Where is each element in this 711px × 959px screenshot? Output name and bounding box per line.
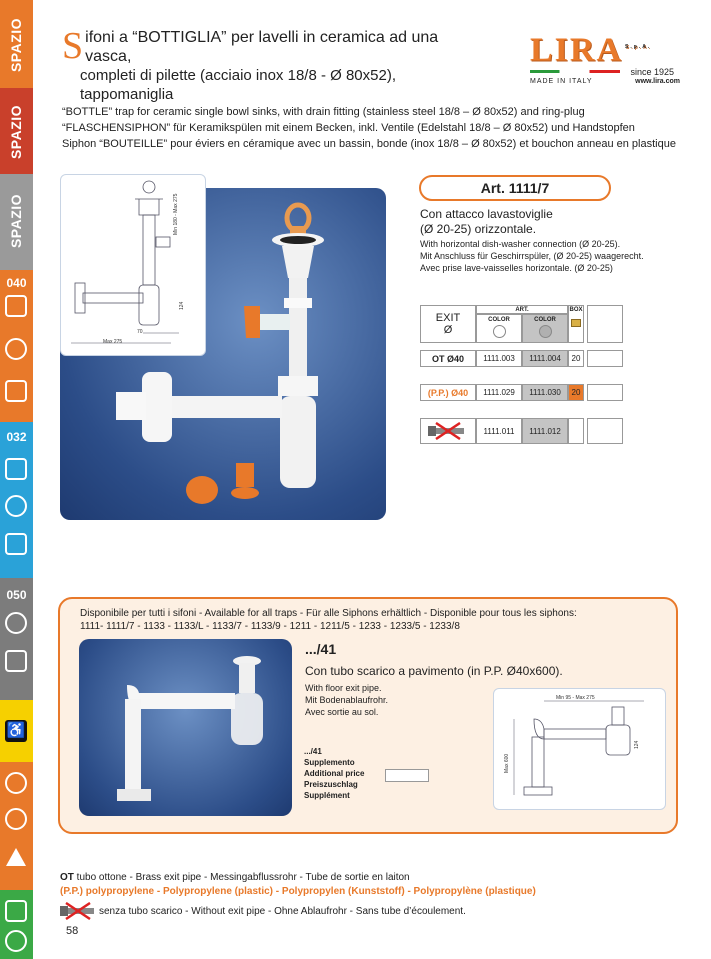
exit-none [420, 418, 476, 444]
code-1111-030[interactable]: 1111.030 [522, 384, 568, 401]
dim-height-range: Min 180 - Max 275 [173, 193, 179, 235]
wheelchair-icon: ♿ [5, 720, 27, 742]
exit-header: EXIT Ø [420, 305, 476, 343]
suffix-41-code: .../41 [305, 641, 337, 657]
technical-drawing-floor-exit [493, 688, 666, 810]
article-desc-de: Mit Anschluss für Geschirrspüler, (Ø 20-25) waagerecht. [420, 251, 644, 261]
trap-dimension-drawing [61, 175, 207, 357]
box-header: BOX [568, 305, 584, 343]
dim-124: 124 [634, 740, 640, 749]
sink-icon [5, 458, 27, 480]
color-header-gray: COLOR [522, 314, 568, 343]
sidebar-number-040[interactable]: 040 [6, 276, 27, 290]
translation-en: “BOTTLE” trap for ceramic single bowl sinks, with drain fitting (stainless steel 18/8 – Ø 80x52) and ring-plug [62, 106, 585, 118]
sidebar-number-032[interactable]: 032 [6, 430, 27, 444]
title-line-2: completi di pilette (acciaio inox 18/8 - Ø 80x52), tappomaniglia [80, 67, 396, 103]
white-swatch-icon [493, 325, 506, 338]
box-qty: 20 [568, 384, 584, 401]
logo-since: since 1925 [630, 67, 674, 77]
no-exit-pipe-icon [428, 422, 468, 440]
title-initial: S [62, 25, 84, 67]
floor-exit-trap-illustration [79, 639, 292, 816]
dim-max-275: Max 275 [103, 339, 123, 345]
fitting-icon [5, 900, 27, 922]
dim-width-range: Min 95 - Max 275 [556, 695, 595, 701]
chef-icon [5, 650, 27, 672]
price-cell [587, 350, 623, 367]
suffix-41-fr: Avec sortie au sol. [305, 707, 379, 717]
sidebar-number-050[interactable]: 050 [6, 588, 27, 602]
code-1111-003[interactable]: 1111.003 [476, 350, 522, 367]
floor-exit-dimension-drawing [494, 689, 667, 811]
code-1111-011[interactable]: 1111.011 [476, 418, 522, 444]
box-icon [571, 319, 581, 327]
dim-max-600: Max 600 [504, 753, 510, 773]
legend-ot: OT tubo ottone - Brass exit pipe - Messingabflussrohr - Tube de sortie en laiton [60, 872, 410, 883]
availability-text: Disponibile per tutti i sifoni - Available for all traps - Für alle Siphons erhältlich - Disponible pour tous les siphons: 1111- 1111/7 - 1133 - 1133/L - 1133/7 - 1133/9 - 1211 - 1211/5 - 1233 - 1233/5 - 1233/8 [80, 608, 577, 632]
technical-drawing-trap [60, 174, 206, 356]
code-1111-004[interactable]: 1111.004 [522, 350, 568, 367]
legend-pp: (P.P.) polypropylene - Polypropylene (plastic) - Polypropylen (Kunststoff) - Polypropylène (plastique) [60, 886, 536, 897]
sidebar-tab-spazio-1[interactable]: SPAZIO [8, 17, 25, 73]
ring-icon [5, 930, 27, 952]
funnel-icon [6, 848, 26, 866]
page-number: 58 [66, 925, 79, 937]
price-cell [587, 418, 623, 444]
exit-pp-40: (P.P.) Ø40 [420, 384, 476, 401]
code-1111-029[interactable]: 1111.029 [476, 384, 522, 401]
box-qty: 20 [568, 350, 584, 367]
suffix-41-desc-it: Con tubo scarico a pavimento (in P.P. Ø40x600). [305, 664, 563, 678]
legend-no-pipe: senza tubo scarico - Without exit pipe - Ohne Ablaufrohr - Sans tube d’écoulement. [60, 902, 466, 920]
gray-swatch-icon [539, 325, 552, 338]
pipe-icon [5, 533, 27, 555]
title-line-1: ifoni a “BOTTIGLIA” per lavelli in ceramica ad una vasca, [85, 29, 439, 65]
page-title [62, 25, 482, 104]
price-cell [587, 384, 623, 401]
logo-mark: LIRA $^{S.p.A.}$ [530, 31, 652, 69]
art-header: ART. [476, 305, 568, 314]
supplement-price-box [385, 769, 429, 782]
supplement-label: .../41 Supplemento Additional price Preiszuschlag Supplément [304, 747, 365, 800]
price-cell-header [587, 305, 623, 343]
dim-124: 124 [179, 301, 185, 310]
dim-70: 70 [137, 329, 143, 335]
article-code: Art. 1111/7 [419, 175, 611, 201]
no-exit-pipe-icon [60, 902, 96, 920]
suffix-41-de: Mit Bodenablaufrohr. [305, 695, 389, 705]
shower-icon [5, 772, 27, 794]
box-qty [568, 418, 584, 444]
lira-logo[interactable] [530, 30, 680, 88]
article-desc-en: With horizontal dish-washer connection (Ø 20-25). [420, 239, 621, 249]
italian-flag-stripe [530, 70, 620, 73]
bottle-trap-icon [5, 380, 27, 402]
trap-icon [5, 338, 27, 360]
basin-icon [5, 295, 27, 317]
grate-icon [5, 808, 27, 830]
translation-de: “FLASCHENSIPHON” für Keramikspülen mit einem Becken, inkl. Ventile (Edelstahl 18/8 – Ø 80x52) und Handstopfen [62, 122, 635, 134]
logo-made-in-italy: MADE IN ITALY [530, 78, 593, 85]
product-photo-floor-exit [79, 639, 292, 816]
article-desc-fr: Avec prise lave-vaisselles horizontale. (Ø 20-25) [420, 263, 613, 273]
sidebar-tab-spazio-3[interactable]: SPAZIO [8, 193, 25, 249]
article-desc-translations [420, 238, 644, 274]
exit-ot-40: OT Ø40 [420, 350, 476, 367]
drain-icon [5, 495, 27, 517]
siphon-icon [5, 612, 27, 634]
translations-block [62, 104, 682, 152]
suffix-41-translations [305, 682, 388, 718]
article-desc-it: Con attacco lavastoviglie (Ø 20-25) orizzontale. [420, 207, 553, 236]
suffix-41-en: With floor exit pipe. [305, 683, 382, 693]
color-header-white: COLOR [476, 314, 522, 343]
logo-website[interactable]: www.lira.com [635, 78, 680, 85]
sidebar-tab-spazio-2[interactable]: SPAZIO [8, 104, 25, 160]
code-1111-012[interactable]: 1111.012 [522, 418, 568, 444]
translation-fr: Siphon “BOUTEILLE” pour éviers en céramique avec un bassin, bonde (inox 18/8 – Ø 80x52) et bouchon anneau en plastique [62, 138, 676, 150]
